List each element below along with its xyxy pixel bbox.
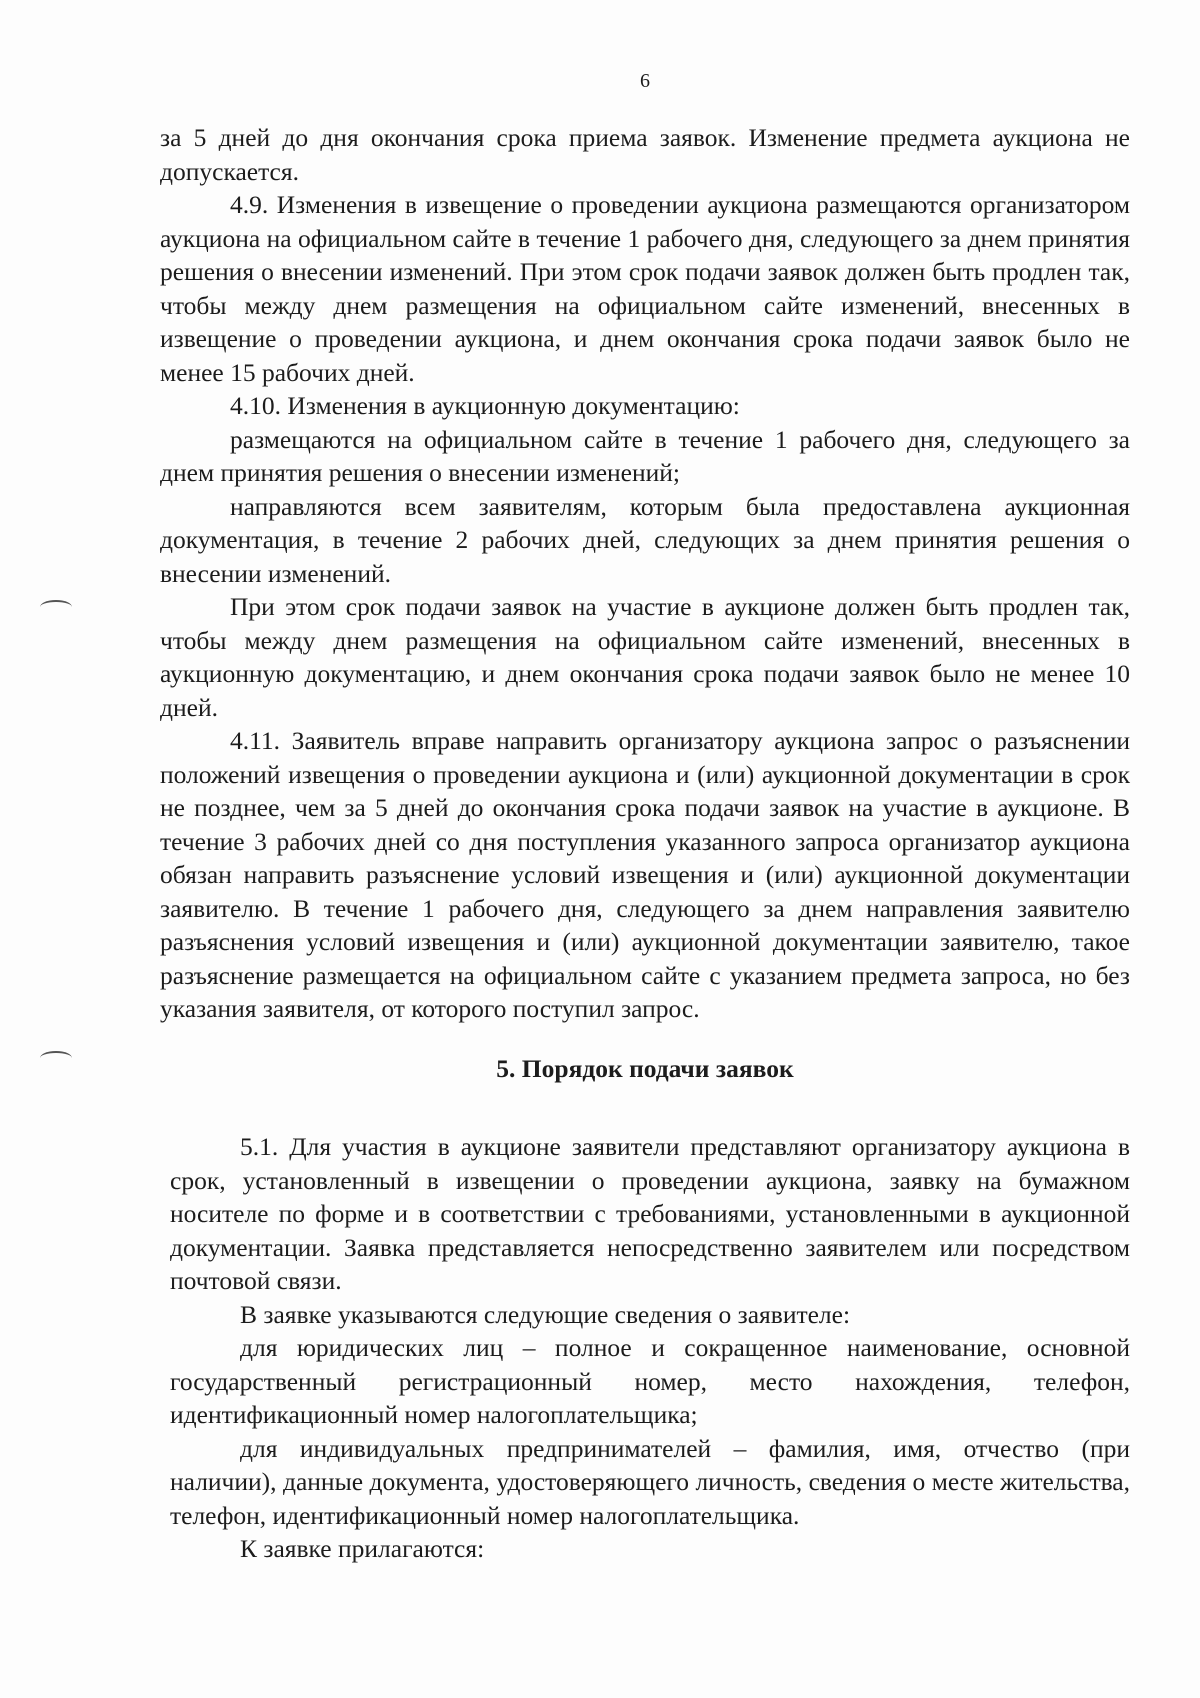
text-block-bottom: [170, 1130, 1130, 1566]
paragraph: К заявке прилагаются:: [240, 1534, 485, 1563]
page-number: 6: [640, 70, 650, 92]
paragraph: размещаются на официальном сайте в течение 1 рабочего дня, следующего за днем принятия решения о внесении изменений;: [160, 424, 1130, 487]
section-heading: 5. Порядок подачи заявок: [496, 1054, 794, 1083]
scan-artifact: [40, 600, 72, 614]
paragraph: В заявке указываются следующие сведения о заявителе:: [240, 1299, 851, 1329]
paragraph: для индивидуальных предпринимателей – фамилия, имя, отчество (при наличии), данные документа, удостоверяющего личность, сведения о месте жительства, телефон, идентификационный номер налогоплательщика.: [170, 1433, 1130, 1530]
scan-artifact: [40, 1051, 72, 1065]
paragraph: При этом срок подачи заявок на участие в аукционе должен быть продлен так, чтобы между днем размещения на официальном сайте изменений, внесенных в аукционную документацию, и днем окончания срока подачи заявок было не менее 10 дней.: [160, 592, 1130, 722]
paragraph: за 5 дней до дня окончания срока приема заявок. Изменение предмета аукциона не допускается.: [160, 123, 1130, 186]
paragraph: 4.10. Изменения в аукционную документацию:: [230, 391, 740, 420]
text-block-top: [160, 121, 1130, 1026]
paragraph: 4.11. Заявитель вправе направить организатору аукциона запрос о разъяснении положений извещения о проведении аукциона и (или) аукционной документации в срок не позднее, чем за 5 дней до окончания срока подачи заявок на участие в аукционе. В течение 3 рабочих дней со дня поступления указанного запроса организатор аукциона обязан направить разъяснение условий извещения и (или) аукционной документации заявителю. В течение 1 рабочего дня, следующего за днем направления заявителю разъяснения условий извещения и (или) аукционной документации заявителю, такое разъяснение размещается на официальном сайте с указанием предмета запроса, но без указания заявителя, от которого поступил запрос.: [160, 726, 1130, 1023]
paragraph: 5.1. Для участия в аукционе заявители представляют организатору аукциона в срок, установленный в извещении о проведении аукциона, заявку на бумажном носителе по форме и в соответствии с требованиями, установленными в аукционной документации. Заявка представляется непосредственно заявителем или посредством почтовой связи.: [170, 1132, 1130, 1295]
paragraph: для юридических лиц – полное и сокращенное наименование, основной государственный регистрационный номер, место нахождения, телефон, идентификационный номер налогоплательщика;: [170, 1333, 1130, 1429]
paragraph: направляются всем заявителям, которым была предоставлена аукционная документация, в течение 2 рабочих дней, следующих за днем принятия решения о внесении изменений.: [160, 491, 1130, 588]
paragraph: 4.9. Изменения в извещение о проведении аукциона размещаются организатором аукциона на официальном сайте в течение 1 рабочего дня, следующего за днем принятия решения о внесении изменений. При этом срок подачи заявок должен быть продлен так, чтобы между днем размещения на официальном сайте изменений, внесенных в извещение о проведении аукциона, и днем окончания срока подачи заявок было не менее 15 рабочих дней.: [160, 190, 1130, 387]
